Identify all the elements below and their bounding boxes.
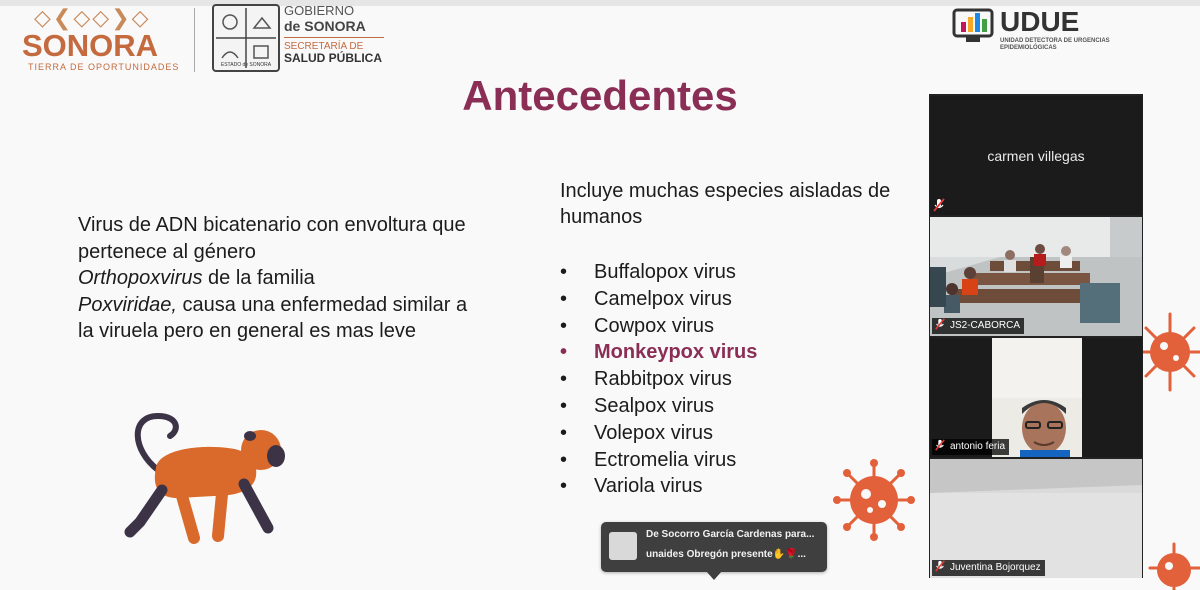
species-intro-line2: humanos (560, 206, 643, 228)
header-divider (194, 8, 195, 72)
bullet-icon: • (560, 261, 568, 283)
participant-name-tag (932, 560, 1045, 576)
virus-decoration-icon (1148, 540, 1200, 590)
participant-tile[interactable] (930, 96, 1142, 215)
udue-wordmark: UDUE (1000, 6, 1080, 37)
bullet-icon: • (560, 394, 568, 417)
description-paragraph (78, 212, 468, 345)
participant-name-tag (932, 318, 1024, 334)
sonora-wordmark: SONORA (22, 28, 159, 63)
virus-name: Cowpox virus (594, 314, 715, 337)
species-intro (560, 178, 940, 230)
mic-muted-icon (934, 560, 946, 572)
slide-title: Antecedentes (462, 72, 738, 119)
virus-name: Volepox virus (594, 421, 713, 444)
virus-name: Sealpox virus (594, 394, 715, 417)
monkey-icon (118, 410, 293, 545)
family-name: Poxviridae, (78, 293, 177, 316)
bullet-icon: • (560, 341, 568, 364)
sonora-ornament-icon: ◇❮◇◇❯◇ (34, 6, 151, 31)
salud-publica-label: SALUD PÚBLICA (284, 51, 382, 65)
sonora-tagline: TIERRA DE OPORTUNIDADES (28, 62, 180, 72)
virus-list-item (560, 473, 757, 500)
virus-list-item (560, 393, 757, 420)
participant-name: antonio feria (950, 441, 1006, 452)
virus-list-item (560, 420, 757, 447)
chat-notification[interactable] (601, 522, 827, 572)
de-sonora-label: de SONORA (284, 18, 366, 34)
chat-tail (706, 571, 722, 580)
seal-caption: ESTADO de SONORA (220, 62, 272, 68)
virus-name: Camelpox virus (594, 287, 732, 310)
gobierno-sonora-logo (284, 4, 424, 65)
virus-list-item (560, 339, 757, 366)
udue-logo (952, 6, 1112, 52)
virus-list-item (560, 313, 757, 340)
gobierno-label: GOBIERNO (284, 3, 355, 18)
bullet-icon: • (560, 448, 568, 471)
sonora-logo (22, 6, 182, 74)
mic-muted-icon (934, 439, 946, 451)
bullet-icon: • (560, 421, 568, 444)
participant-name: JS2-CABORCA (950, 320, 1021, 331)
udue-subtitle: UNIDAD DETECTORA DE URGENCIAS EPIDEMIOLÓGICAS (1000, 38, 1110, 51)
bullet-icon: • (560, 475, 568, 498)
virus-list-item (560, 286, 757, 313)
udue-monitor-icon (952, 6, 996, 46)
virus-decoration-icon (832, 458, 916, 542)
mic-muted-icon (932, 198, 946, 215)
participant-tile[interactable] (930, 338, 1142, 457)
participant-name-tag (932, 439, 1009, 455)
participant-tile[interactable] (930, 459, 1142, 578)
virus-list-item (560, 259, 757, 286)
virus-name: Variola virus (594, 475, 703, 498)
mic-muted-icon (934, 318, 946, 330)
participant-tile[interactable] (930, 217, 1142, 336)
bullet-icon: • (560, 368, 568, 391)
virus-species-list (560, 259, 757, 500)
chat-avatar (609, 532, 637, 560)
virus-name: Ectromelia virus (594, 448, 737, 471)
bullet-icon: • (560, 287, 568, 310)
description-text-1: Virus de ADN bicatenario con envoltura que pertenece al género (78, 214, 466, 263)
virus-decoration-icon (1140, 310, 1200, 394)
virus-list-item (560, 366, 757, 393)
virus-list-item (560, 447, 757, 474)
secretaria-label: SECRETARÍA DE (284, 41, 364, 52)
participant-name: Juventina Bojorquez (950, 562, 1041, 573)
gob-rule (284, 37, 384, 38)
participant-name: carmen villegas (987, 148, 1085, 164)
chat-sender-line: De Socorro García Cardenas para... (646, 529, 815, 540)
species-intro-line1: Incluye muchas especies aisladas de (560, 180, 891, 202)
bullet-icon: • (560, 314, 568, 337)
virus-name: Monkeypox virus (594, 341, 758, 364)
description-text-3: causa una enfermedad similar a la viruela pero en general es mas leve (78, 293, 468, 342)
virus-name: Rabbitpox virus (594, 368, 732, 391)
virus-name: Buffalopox virus (594, 261, 736, 283)
genus-name: Orthopoxvirus (78, 267, 203, 289)
description-text-2: de la familia (202, 267, 315, 289)
chat-message-preview: unaides Obregón presente✋🌹... (646, 549, 806, 560)
